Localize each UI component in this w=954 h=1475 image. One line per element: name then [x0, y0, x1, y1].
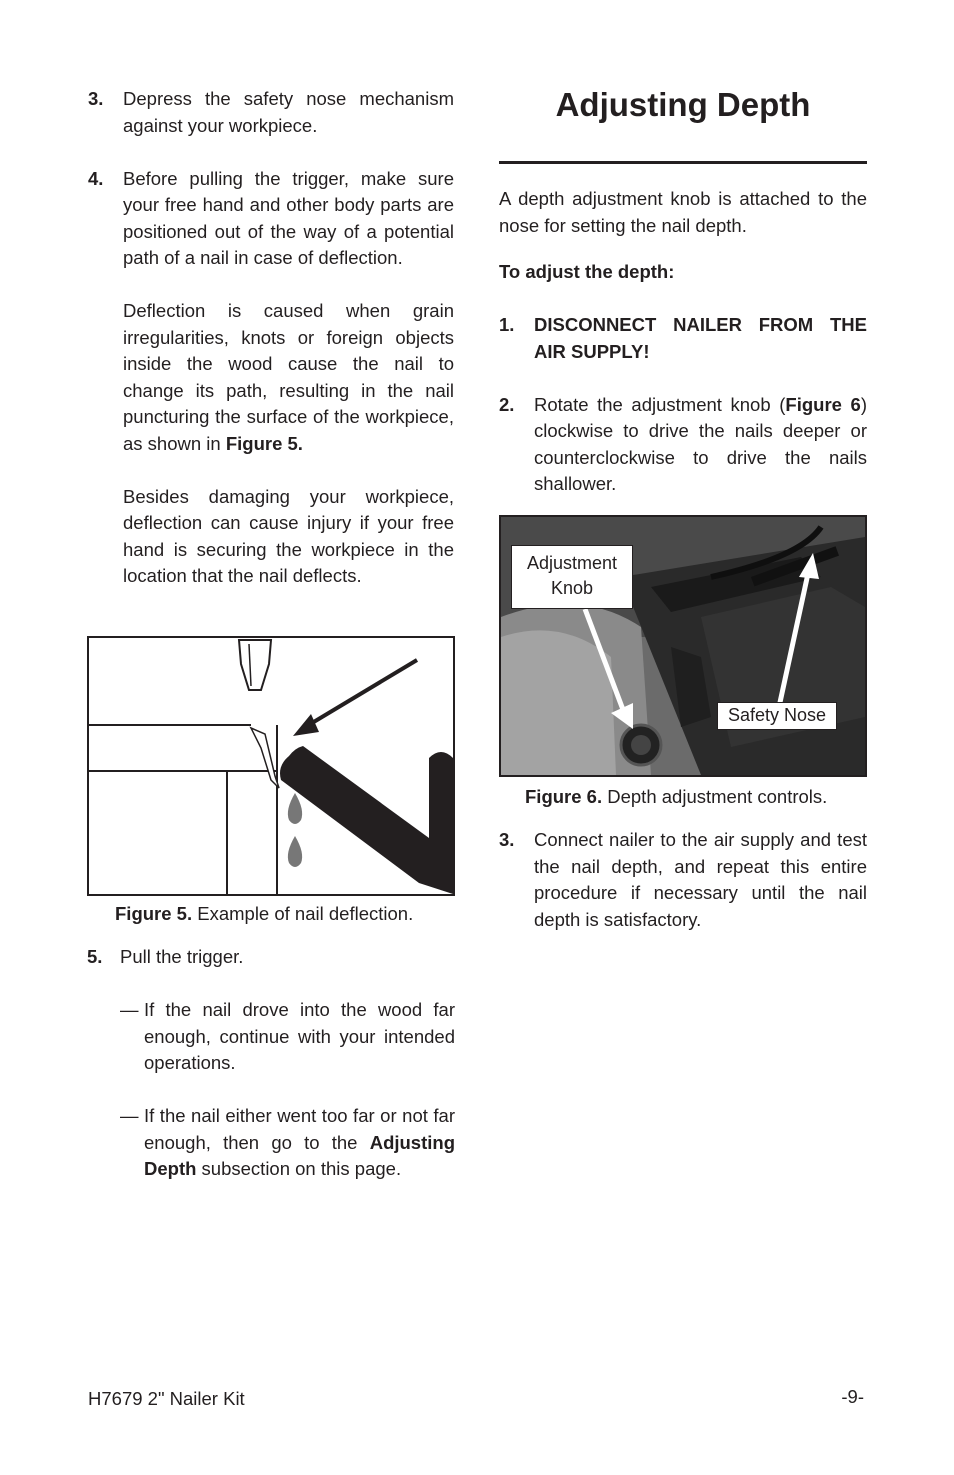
- step-text: Depress the safety nose mechanism against your workpiece.: [123, 88, 454, 136]
- right-step-2: [499, 392, 867, 498]
- right-column: [499, 86, 867, 498]
- injury-paragraph: Besides damaging your workpiece, deflection can cause injury if your free hand is securing the workpiece in the location that the nail deflects.: [123, 485, 454, 586]
- adjusting-depth-link: Adjusting Depth: [144, 1131, 455, 1179]
- figure-6-caption: Figure 6. Depth adjustment controls.: [525, 786, 828, 807]
- step-text: Before pulling the trigger, make sure your free hand and other body parts are positioned out of the way of a potential path of a nail in case of deflection.: [123, 167, 454, 268]
- step-3: [88, 86, 454, 139]
- sub-item-2: — If the nail either went too far or not far enough, then go to the Adjusting Depth subsection on this page.: [120, 1105, 455, 1179]
- figure-5-caption: Figure 5. Example of nail deflection.: [115, 903, 414, 924]
- step-number: 3.: [88, 88, 104, 109]
- step-5: [87, 944, 455, 1183]
- step-number: 1.: [499, 314, 515, 335]
- step-text: DISCONNECT NAILER FROM THE AIR SUPPLY!: [534, 314, 867, 362]
- adjustment-knob-label: Adjustment Knob: [511, 545, 633, 609]
- step-text: Pull the trigger.: [120, 946, 244, 967]
- section-title: Adjusting Depth: [555, 86, 811, 123]
- step-number: 3.: [499, 829, 515, 850]
- figure-6-photo: [499, 515, 867, 777]
- sub-item-1: — If the nail drove into the wood far enough, continue with your intended operations.: [120, 999, 455, 1073]
- step-number: 5.: [87, 946, 103, 967]
- right-step-1: [499, 312, 867, 365]
- left-column: [88, 86, 454, 590]
- safety-nose-label: Safety Nose: [717, 702, 837, 730]
- step-text: Rotate the adjustment knob (Figure 6) clockwise to drive the nails deeper or counterclockwise to drive the nails shallower.: [534, 393, 867, 494]
- step-4: [88, 166, 454, 590]
- deflection-paragraph: Deflection is caused when grain irregularities, knots or foreign objects inside the wood cause the nail to change its path, resulting in the nail puncturing the surface of the workpiece, as shown in Figure 5.: [123, 300, 454, 454]
- step-number: 4.: [88, 167, 104, 189]
- page-number: -9-: [841, 1386, 864, 1407]
- right-step-3: [499, 827, 867, 933]
- subheading: To adjust the depth:: [499, 261, 675, 282]
- intro-paragraph: A depth adjustment knob is attached to the nose for setting the nail depth.: [499, 188, 867, 236]
- figure-5-illustration: [87, 636, 455, 896]
- step-number: 2.: [499, 393, 515, 415]
- footer-model: H7679 2" Nailer Kit: [88, 1388, 245, 1409]
- nail-deflection-drawing: [89, 638, 453, 894]
- step-text: Connect nailer to the air supply and test the nail depth, and repeat this entire procedure if necessary until the nail depth is satisfactory.: [534, 829, 867, 930]
